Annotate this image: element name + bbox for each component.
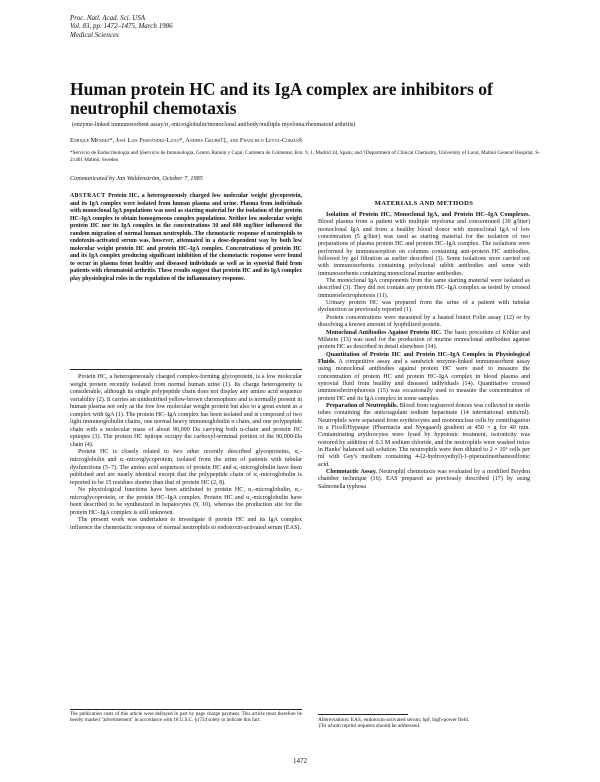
footnote-divider-right <box>318 714 408 715</box>
title-line-1: Human protein HC and its IgA complex are inhibitors of <box>70 79 493 99</box>
title-line-2: neutrophil chemotaxis <box>70 98 237 118</box>
methods-paragraph: Urinary protein HC was prepared from the urine of a patient with tubular dysfunction as previously reported (1). <box>318 300 530 314</box>
paragraph-text: Blood from registered donors was collected in sterile tubes containing the anticoagulant sodium heparinate (14 international units/ml). Neutrophils were separated from erythrocytes and mononuclear cells by centrifugation in a Ficoll/Hypaque (Pharmacia and Nyegaard) gradient at 450 × g for 40 min. Contaminating erythrocytes were lysed by hypotonic treatment, isotonicity was restored by addition of 0.3 M sodium chloride, and the neutrophils were washed twice in Hanks' balanced salt solution. The neutrophils were then diluted to 2 × 10⁶ cells per ml with Gey's medium containing 4-(2-hydroxyethyl)-1-piperazineethanesulfonic acid. <box>318 402 530 468</box>
methods-paragraph: The monoclonal IgA components from the same starting material were isolated as described (3). They did not contain any protein HC–IgA complex as tested by crossed immunoelectrophoresis (11). <box>318 278 530 299</box>
intro-paragraph: No physiological functions have been attributed to protein HC, α₁-microglobulin, α₁-microglycoprotein, or the protein HC–IgA complex. Protein HC and α₁-microglobulin have been described to be synthesized in hepatocytes (9, 10), whereas the production site for the protein HC–IgA complex is still unknown. <box>70 487 302 516</box>
page-number: 1472 <box>293 757 307 765</box>
methods-paragraph <box>318 330 530 352</box>
paragraph-heading: Preparation of Neutrophils. <box>326 402 399 409</box>
methods-body <box>318 212 530 491</box>
author-list: Enrique Méndez*, José Luis Fernández-Luna*, Anders Grubb†‡, and Francisco Leyva-Cobián§ <box>70 137 303 144</box>
intro-paragraph: The present work was undertaken to investigate if protein HC and its IgA complex influence the chemotactic response of normal neutrophils to endotoxin-activated serum (EAS). <box>70 517 302 531</box>
methods-paragraph <box>318 403 530 469</box>
abbreviations-note: Abbreviations: EAS, endotoxin-activated serum; hpf, high-power field. <box>318 717 470 723</box>
methods-paragraph <box>318 212 530 278</box>
journal-name: Proc. Natl. Acad. Sci. USA <box>70 14 146 22</box>
reprint-note: ‡To whom reprint requests should be addressed. <box>318 723 421 730</box>
publication-cost-note: The publication costs of this article were defrayed in part by page charge payment. This article must therefore be hereby marked "advertisement" in accordance with 18 U.S.C. §1734 solely to indicate this fact. <box>70 712 302 723</box>
paragraph-text: Neutrophil chemotaxis was evaluated by a modified Boyden chamber technique (16). EAS prepared as previously described (17) by using Salmonella typhosa <box>318 469 530 490</box>
volume-pages: Vol. 83, pp. 1472–1475, March 1986 <box>70 22 173 31</box>
introduction <box>70 374 302 532</box>
keywords: (enzyme-linked immunosorbent assay/α₁-microglobulin/monoclonal antibody/multiple myeloma/rheumatoid arthritis) <box>72 122 356 128</box>
abstract-label: ABSTRACT <box>70 193 106 199</box>
abstract-divider <box>70 369 302 370</box>
article-title <box>70 80 540 118</box>
section-name: Medical Sciences <box>70 30 119 39</box>
intro-paragraph: Protein HC is closely related to two other recently described glycoproteins, α₁-microglobulin and α₁-microglycoprotein, isolated from the urine of patients with tubular dysfunctions (5–7). The amino acid sequences of protein HC and α₁-microglobulin have been published and are nearly identical except that the polypeptide chain of α₁-microglobulin is reported to be 15 residues shorter than that of protein HC (2, 8). <box>70 449 302 486</box>
paragraph-text: Blood plasma from a patient with multiple myeloma and concentrated (30 g/liter) monoclonal IgA and from a healthy blood donor with monoclonal IgA of low concentration (5 g/liter) was used as starting material for the isolation of two preparations of plasma protein HC and protein HC–IgA complex. The isolations were performed by immunosorption on columns containing anti-protein HC antibodies, followed by gel filtration as earlier described (3). Some isolations were carried out with immunosorbents containing polyclonal rabbit antibodies and some with immunosorbents containing monoclonal murine antibodies. <box>318 219 530 277</box>
intro-paragraph: Protein HC, a heterogeneously charged complex-forming glycoprotein, is a low molecular weight protein recently isolated from normal human urine (1). Its charge heterogeneity is considerable, although its single polypeptide chain does not display any amino acid sequence variability (2). It carries an unidentified yellow-brown chromophore and is normally present in human plasma not only as the free low molecular weight protein but also to a great extent as a complex with IgA (1). The protein HC–IgA complex has been isolated and is composed of two light immunoglobulin chains, one normal heavy immunoglobulin α chain, and one polypeptide chain with a molecular mass of about 90,000 Da carrying both α-chain and protein HC epitopes (3). The protein HC epitope occupy the carboxyl-terminal portion of the 90,000-Da chain (4). <box>70 374 302 448</box>
paragraph-heading: Quantitation of Protein HC and Protein HC–IgA Complex in Physiological Fluids. <box>318 351 530 365</box>
affiliations: *Servicio de Endocrinología and §Servicio de Inmunología, Centro Ramón y Cajal, Carretera de Colmenar, Km. 9, 1, Madrid 34, Spain; and †Department of Clinical Chemistry, University of Lund, Malmö General Hospital, S-21401 Malmö, Sweden <box>70 150 540 163</box>
paragraph-heading: Monoclonal Antibodies Against Protein HC. <box>326 329 442 336</box>
methods-paragraph <box>318 469 530 491</box>
paragraph-heading: Chemotactic Assay. <box>326 469 377 476</box>
communicated-by: Communicated by Jan Waldenström, October 7, 1985 <box>70 175 203 182</box>
paragraph-heading: Isolation of Protein HC, Monoclonal IgA, and Protein HC–IgA Complexes. <box>326 212 530 218</box>
footnote-divider-left <box>70 709 302 710</box>
methods-paragraph <box>318 352 530 403</box>
methods-paragraph: Protein concentrations were measured by a heated biuret Folin assay (12) or by dissolving a known amount of lyophilized protein. <box>318 314 530 329</box>
journal-header <box>70 14 173 39</box>
footnotes <box>318 717 530 730</box>
paragraph-text: The basic procedure of Köhler and Milstein (13) was used for the production of murine monoclonal antibodies against protein HC as described in detail elsewhere (14). <box>318 329 531 351</box>
abstract-text: Protein HC, a heterogeneously charged low molecular weight glycoprotein, and its IgA complex were isolated from human plasma and urine. Plasma from individuals with monoclonal IgA populations was used as starting material for the isolation of the protein HC–IgA complex to obtain homogeneous complex populations. Neither low molecular weight protein HC nor its IgA complex in the concentrations 30 and 600 mg/liter influenced the random migration of normal human neutrophils. The chemotactic response of neutrophils to endotoxin-activated serum was, however, attenuated in a dose-dependent way by both low molecular weight protein HC and protein HC–IgA complex. Concentrations of protein HC and its IgA complex producing significant inhibition of the chemotactic response were found to occur in plasma from healthy and diseased individuals as well as in synovial fluid from patients with rheumatoid arthritis. These results suggest that protein HC and its IgA complex play physiological roles in the regulation of the inflammatory response. <box>70 193 302 282</box>
methods-heading: MATERIALS AND METHODS <box>374 200 474 207</box>
abstract <box>70 193 302 283</box>
paragraph-text: A competitive assay and a sandwich enzyme-linked immunosorbent assay using monoclonal antibodies against protein HC were used to measure the concentration of protein HC and protein HC–IgA complex in blood plasma and synovial fluid from healthy and diseased individuals (14). Quantitative crossed immunoelectrophoresis (15) was occasionally used to measure the concentration of protein HC and its IgA complex in some samples. <box>318 358 530 402</box>
